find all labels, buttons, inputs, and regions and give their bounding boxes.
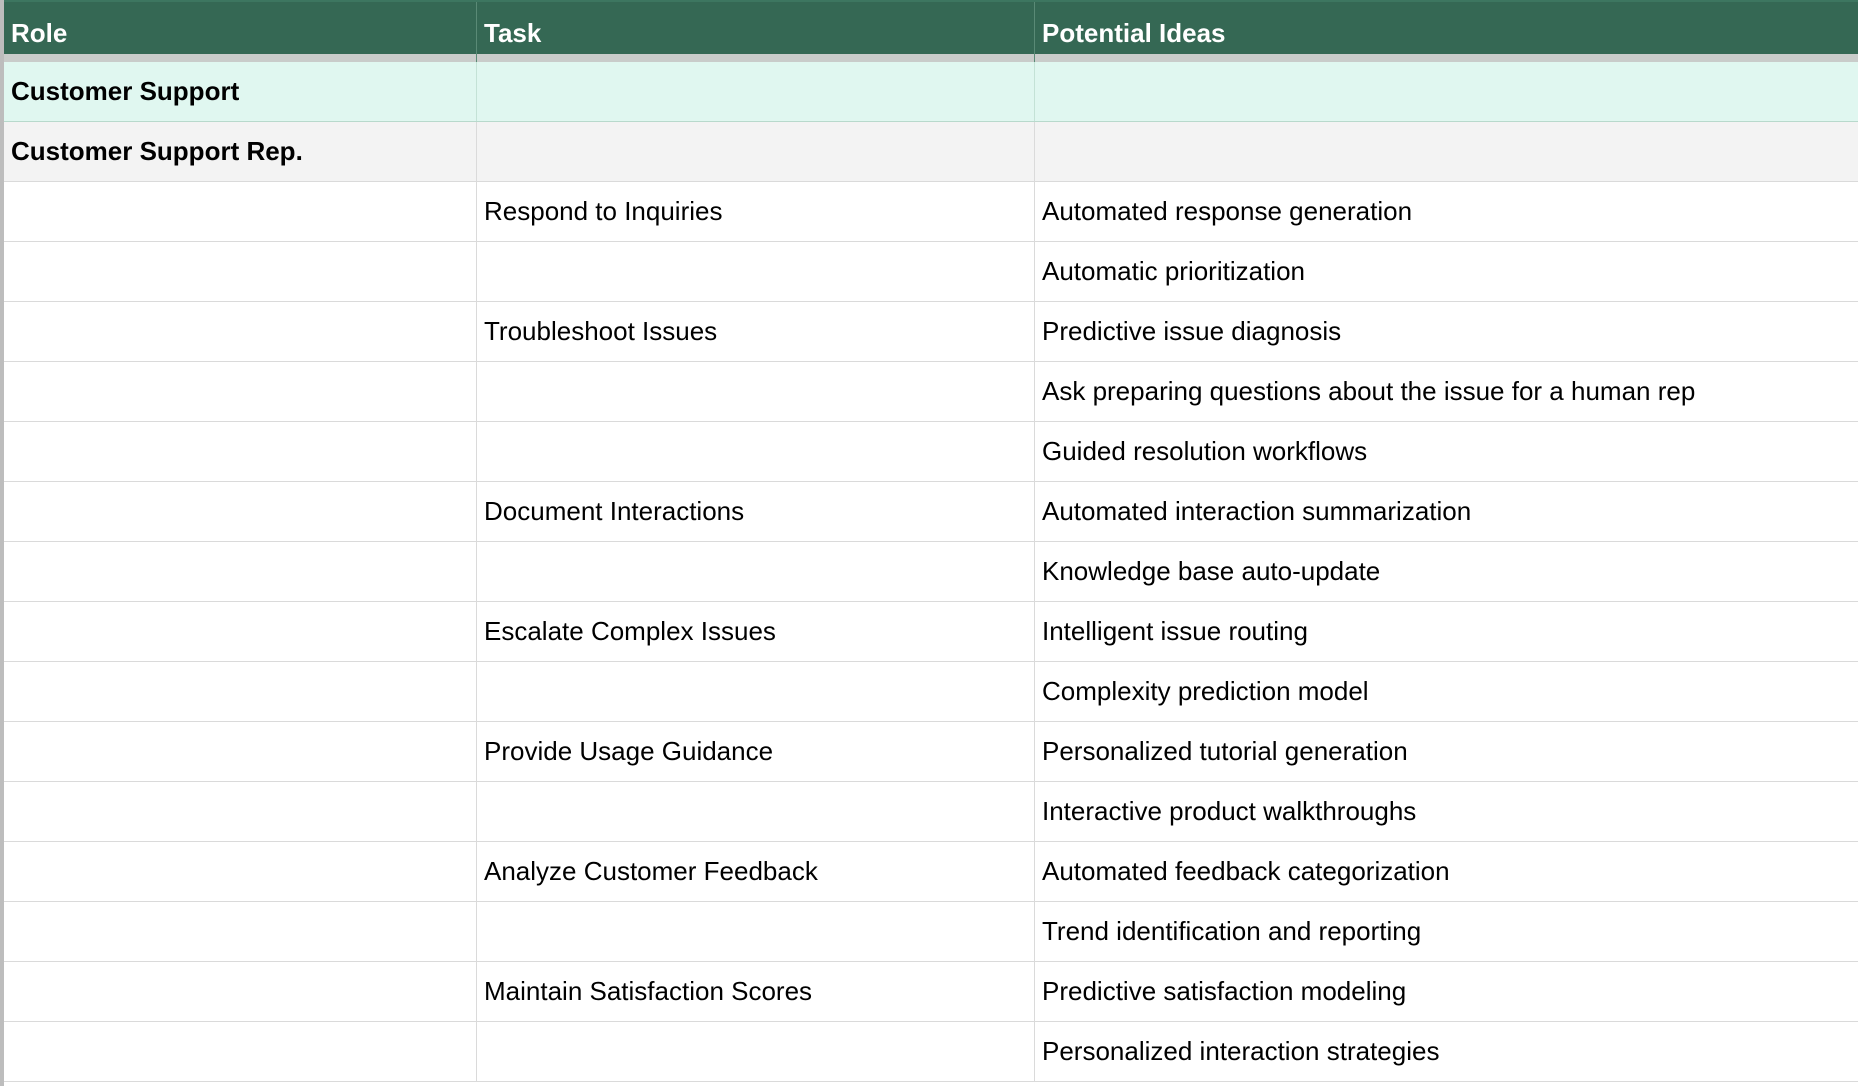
idea-cell[interactable]: Automated interaction summarization: [1042, 496, 1472, 526]
role-cell[interactable]: [4, 602, 477, 661]
idea-cell[interactable]: Automated feedback categorization: [1042, 856, 1450, 886]
table-row: [4, 302, 1858, 362]
task-cell[interactable]: Analyze Customer Feedback: [477, 842, 1035, 901]
role-cell[interactable]: [4, 782, 477, 841]
task-cell[interactable]: Maintain Satisfaction Scores: [477, 962, 1035, 1021]
idea-cell[interactable]: Intelligent issue routing: [1042, 616, 1308, 646]
role-cell[interactable]: [4, 482, 477, 541]
role-cell[interactable]: [4, 302, 477, 361]
task-cell[interactable]: [477, 902, 1035, 961]
role-cell[interactable]: [4, 182, 477, 241]
table-row: [4, 662, 1858, 722]
empty-cell[interactable]: [477, 122, 1035, 181]
table-row: [4, 542, 1858, 602]
task-cell[interactable]: Provide Usage Guidance: [477, 722, 1035, 781]
idea-cell[interactable]: Complexity prediction model: [1042, 676, 1369, 706]
task-cell[interactable]: [477, 1022, 1035, 1081]
idea-cell[interactable]: Knowledge base auto-update: [1042, 556, 1381, 586]
table-row: [4, 482, 1858, 542]
idea-cell[interactable]: Guided resolution workflows: [1042, 436, 1368, 466]
task-cell[interactable]: Escalate Complex Issues: [477, 602, 1035, 661]
role-cell[interactable]: [4, 422, 477, 481]
role-cell[interactable]: [4, 722, 477, 781]
task-cell[interactable]: Document Interactions: [477, 482, 1035, 541]
role-cell[interactable]: [4, 662, 477, 721]
idea-cell[interactable]: Ask preparing questions about the issue for a human rep: [1042, 376, 1696, 406]
idea-cell[interactable]: Personalized interaction strategies: [1042, 1036, 1440, 1066]
idea-cell[interactable]: Predictive issue diagnosis: [1042, 316, 1342, 346]
idea-cell[interactable]: Automatic prioritization: [1042, 256, 1305, 286]
idea-cell[interactable]: Trend identification and reporting: [1042, 916, 1422, 946]
table-row: [4, 842, 1858, 902]
empty-cell[interactable]: [1035, 122, 1858, 181]
idea-cell[interactable]: Predictive satisfaction modeling: [1042, 976, 1407, 1006]
table-row: [4, 902, 1858, 962]
table-row: [4, 1022, 1858, 1082]
role-cell[interactable]: [4, 962, 477, 1021]
task-cell[interactable]: Troubleshoot Issues: [477, 302, 1035, 361]
idea-cell[interactable]: Interactive product walkthroughs: [1042, 796, 1417, 826]
table-row: [4, 602, 1858, 662]
table-row: [4, 722, 1858, 782]
role-cell[interactable]: [4, 842, 477, 901]
table-row: [4, 362, 1858, 422]
section-row: [4, 62, 1858, 122]
header-task[interactable]: Task: [477, 2, 1035, 64]
header-row: [4, 0, 1858, 62]
task-cell[interactable]: [477, 662, 1035, 721]
task-cell[interactable]: [477, 542, 1035, 601]
role-cell[interactable]: Customer Support Rep.: [4, 122, 477, 181]
task-cell[interactable]: [477, 362, 1035, 421]
empty-cell[interactable]: [477, 62, 1035, 121]
role-cell[interactable]: [4, 902, 477, 961]
task-cell[interactable]: [477, 242, 1035, 301]
task-cell[interactable]: [477, 422, 1035, 481]
task-cell[interactable]: Respond to Inquiries: [477, 182, 1035, 241]
idea-cell[interactable]: Automated response generation: [1042, 196, 1413, 226]
empty-cell[interactable]: [1035, 62, 1858, 121]
header-role[interactable]: Role: [4, 2, 477, 64]
table-row: [4, 242, 1858, 302]
header-potential-ideas[interactable]: Potential Ideas: [1042, 17, 1226, 48]
table-row: [4, 962, 1858, 1022]
role-cell[interactable]: [4, 542, 477, 601]
idea-cell[interactable]: Personalized tutorial generation: [1042, 736, 1408, 766]
table-row: [4, 182, 1858, 242]
role-cell[interactable]: [4, 242, 477, 301]
task-cell[interactable]: [477, 782, 1035, 841]
section-cell[interactable]: Customer Support: [4, 62, 477, 121]
role-cell[interactable]: [4, 362, 477, 421]
role-row: [4, 122, 1858, 182]
table-row: [4, 782, 1858, 842]
data-rows: [4, 182, 1858, 1082]
role-cell[interactable]: [4, 1022, 477, 1081]
table-row: [4, 422, 1858, 482]
